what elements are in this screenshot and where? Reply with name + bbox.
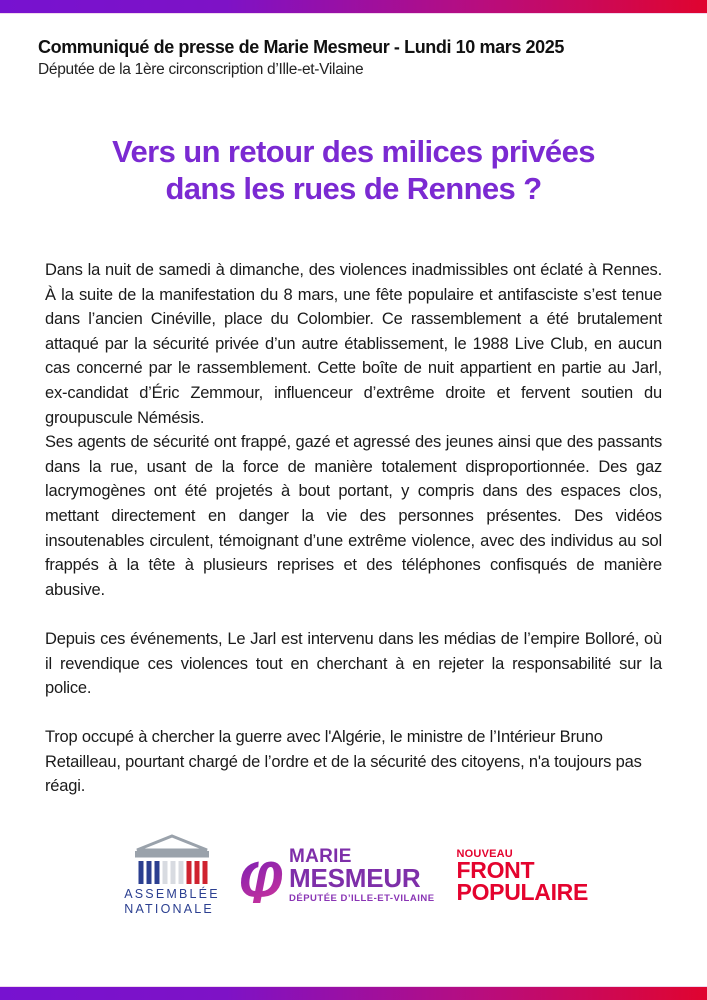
mm-subtitle: DÉPUTÉE D’ILLE-ET-VILAINE bbox=[289, 892, 435, 904]
header-subtitle: Députée de la 1ère circonscription d’Ille-et-Vilaine bbox=[38, 61, 364, 78]
marie-mesmeur-text bbox=[289, 845, 435, 904]
marie-mesmeur-logo bbox=[238, 837, 435, 910]
mm-name-line2: MESMEUR bbox=[289, 862, 421, 893]
paragraph-4: Trop occupé à chercher la guerre avec l'Algérie, le ministre de l’Intérieur Bruno Retailleau, pourtant chargé de l’ordre et de la sécurité des citoyens, n'a toujours pas réagi. bbox=[45, 728, 642, 796]
top-gradient-bar bbox=[0, 0, 707, 14]
assemblee-nationale-building-icon bbox=[134, 834, 210, 884]
mm-name-line1: MARIE bbox=[289, 845, 352, 867]
main-title-line1: Vers un retour des milices privées bbox=[112, 134, 595, 169]
assemblee-nationale-logo bbox=[119, 834, 225, 917]
body-text bbox=[45, 258, 662, 799]
nfp-line1: NOUVEAU bbox=[456, 848, 513, 860]
bottom-gradient-bar bbox=[0, 986, 707, 1000]
phi-icon: φ bbox=[238, 837, 285, 910]
nouveau-front-populaire-logo bbox=[457, 848, 588, 903]
main-title bbox=[0, 133, 707, 207]
paragraph-3: Depuis ces événements, Le Jarl est intervenu dans les médias de l’empire Bolloré, où il revendique ces violences tout en cherchant à en rejeter la responsabilité sur la police. bbox=[45, 629, 662, 698]
assemblee-nationale-text bbox=[124, 887, 220, 917]
an-line1: ASSEMBLÉE bbox=[124, 887, 220, 901]
main-title-line2: dans les rues de Rennes ? bbox=[165, 171, 542, 206]
header-title: Communiqué de presse de Marie Mesmeur - Lundi 10 mars 2025 bbox=[38, 37, 564, 57]
an-line2: NATIONALE bbox=[124, 902, 214, 916]
paragraph-1: Dans la nuit de samedi à dimanche, des violences inadmissibles ont éclaté à Rennes. À la suite de la manifestation du 8 mars, une fête populaire et antifasciste s’est tenue dans l’ancien Cinéville, place du Colombier. Ce rassemblement a été brutalement attaqué par la sécurité privée d’un autre établissement, le 1988 Live Club, en aucun cas concerné par le rassemblement. Cette boîte de nuit appartient en partie au Jarl, ex-candidat d’Éric Zemmour, influenceur d’extrême droite et fervent soutien du groupuscule Némésis. bbox=[45, 261, 662, 427]
nfp-line2: FRONT bbox=[456, 857, 535, 883]
paragraph-2: Ses agents de sécurité ont frappé, gazé et agressé des jeunes ainsi que des passants dans la rue, usant de la force de manière totalement disproportionnée. Des gaz lacrymogènes ont été projetés à bout portant, y compris dans des espaces clos, mettant directement en danger la vie des personnes présentes. Des vidéos insoutenables circulent, témoignant d’une extrême violence, avec des individus au sol frappés à la tête à plusieurs reprises et des téléphones confisqués de manière abusive. bbox=[45, 433, 662, 599]
nfp-line3: POPULAIRE bbox=[456, 878, 589, 905]
footer-logos bbox=[0, 834, 707, 917]
header bbox=[38, 36, 669, 80]
